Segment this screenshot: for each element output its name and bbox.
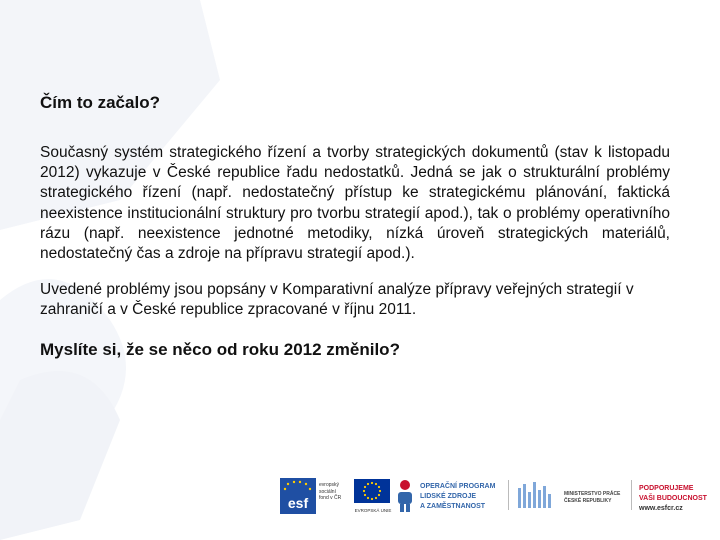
eu-label: EVROPSKÁ UNIE [354, 508, 392, 513]
esf-logo-icon [280, 478, 316, 514]
svg-text:esf: esf [287, 495, 309, 511]
slide-title: Čím to začalo? [40, 93, 160, 112]
slide-content [40, 93, 670, 360]
paragraph-analysis: Uvedené problémy jsou popsány v Komparativní analýze přípravy veřejných strategií v zahraničí a v České republice zpracované v říjnu 2011. [40, 281, 634, 319]
mpsv-logo-icon [516, 478, 552, 512]
divider [631, 480, 632, 510]
eu-flag-icon [354, 479, 390, 503]
divider [508, 480, 509, 510]
slide-question: Myslíte si, že se něco od roku 2012 změnilo? [40, 339, 400, 359]
mpsv-label: MINISTERSTVO PRÁCE ČESKÉ REPUBLIKY [564, 491, 621, 504]
esf-url-link[interactable]: www.esfcr.cz [639, 505, 683, 512]
op-person-icon [394, 478, 416, 512]
esf-label: evropský sociální fond v ČR [319, 482, 342, 501]
footer-logos [280, 478, 720, 520]
op-label: OPERAČNÍ PROGRAM LIDSKÉ ZDROJE A ZAMĚSTNANOST [420, 483, 496, 510]
paragraph-problems: Současný systém strategického řízení a tvorby strategických dokumentů (stav k listopadu 2012) vykazuje v České republice řadu nedostatků. Jedná se jak o strukturální problémy strategického řízení (např. nedostatečný přístup ke strategickému plánování, faktická neexistence institucionální struktury pro tvorbu strategií apod.), tak o problémy operativního rázu (např. neexistence jednotné metodiky, nízká úroveň strategických materiálů, nedostatečný čas a zdroje na přípravu strategií apod.). [40, 144, 670, 263]
podporujeme-label: PODPORUJEME VAŠI BUDOUCNOST www.esfcr.cz [639, 485, 707, 512]
